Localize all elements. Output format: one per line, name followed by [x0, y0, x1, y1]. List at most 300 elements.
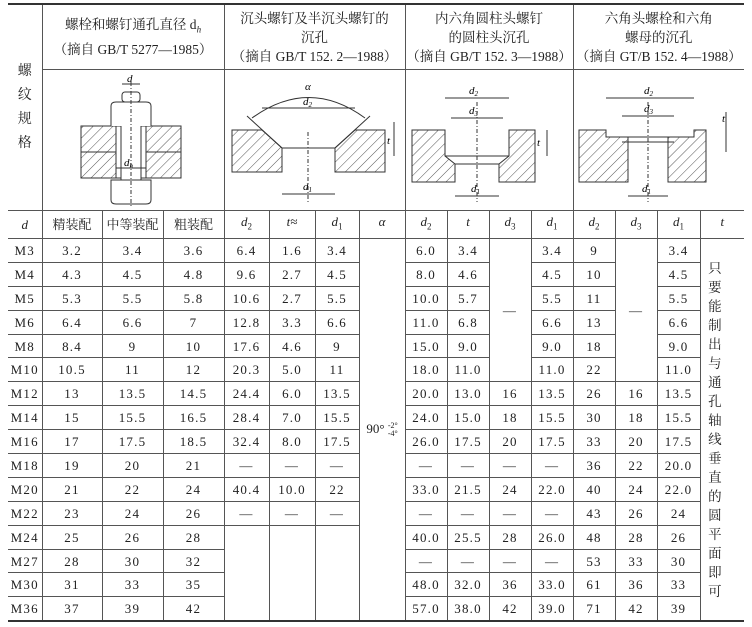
through-hole-cell: 33	[102, 573, 163, 597]
hex-spotface-cell: 33	[573, 430, 615, 454]
col-header-symbol	[405, 211, 447, 239]
empty-cell	[269, 525, 315, 621]
hex-spotface-cell: 26	[657, 525, 700, 549]
symbol-sub: 1	[679, 221, 685, 232]
symbol-base: d	[331, 214, 339, 230]
countersink-cell: 6.6	[315, 310, 359, 334]
dh-sub: h	[129, 162, 133, 170]
counterbore-cell: 3.4	[531, 239, 573, 263]
hex-spotface-cell: 20	[615, 430, 657, 454]
col-header-symbol	[269, 211, 315, 239]
counterbore-cell: 6.6	[531, 310, 573, 334]
hex-spotface-cell: 43	[573, 501, 615, 525]
thread-size-cell: M5	[8, 286, 42, 310]
hex-spotface-cell: 40	[573, 477, 615, 501]
hex-spotface-cell: 24	[657, 501, 700, 525]
hex-spotface-cell: 22	[573, 358, 615, 382]
counterbore-cell: 5.7	[447, 286, 489, 310]
through-hole-cell: 13	[42, 382, 102, 406]
through-hole-cell: 21	[163, 454, 224, 478]
thread-size-cell: M8	[8, 334, 42, 358]
hex-spotface-cell: 13.5	[657, 382, 700, 406]
svg-text:d1	[642, 183, 651, 196]
counterbore-cell: —	[531, 501, 573, 525]
counterbore-cell: 40.0	[405, 525, 447, 549]
counterbore-cell: 42	[489, 597, 531, 621]
countersink-cell: 10.6	[224, 286, 269, 310]
hex-spotface-cell: 3.4	[657, 239, 700, 263]
through-hole-cell: 10.5	[42, 358, 102, 382]
through-hole-cell: 21	[42, 477, 102, 501]
d1-sub: 1	[476, 188, 480, 196]
counterbore-cell: —	[489, 501, 531, 525]
through-hole-cell: 32	[163, 549, 224, 573]
countersink-cell: —	[269, 454, 315, 478]
through-hole-cell: 11	[102, 358, 163, 382]
socket-cap-figure	[405, 70, 573, 211]
symbol-base: t≈	[286, 214, 298, 230]
svg-text:d3	[644, 103, 654, 116]
countersink-cell: 6.4	[224, 239, 269, 263]
hex-spotface-cell: 11	[573, 286, 615, 310]
thread-size-cell: M20	[8, 477, 42, 501]
countersink-cell: 22	[315, 477, 359, 501]
symbol-sub: 2	[427, 221, 432, 232]
counterbore-cell: 57.0	[405, 597, 447, 621]
hex-spotface-cell: 36	[615, 573, 657, 597]
countersunk-figure	[224, 70, 405, 211]
hex-figure	[573, 70, 744, 211]
group-title: 螺栓和螺钉通孔直径 d	[64, 17, 197, 33]
counterbore-cell: —	[489, 549, 531, 573]
thread-size-cell: M36	[8, 597, 42, 621]
hex-spotface-cell: 53	[573, 549, 615, 573]
through-hole-cell: 23	[42, 501, 102, 525]
thread-size-cell: M18	[8, 454, 42, 478]
hex-spotface-cell: 36	[573, 454, 615, 478]
thread-size-cell: M3	[8, 239, 42, 263]
hex-spotface-cell: 22.0	[657, 477, 700, 501]
group-header-countersunk	[224, 4, 405, 70]
thread-size-cell: M27	[8, 549, 42, 573]
through-hole-cell: 10	[163, 334, 224, 358]
cylindrical-counterbore-diagram	[407, 72, 572, 208]
counterbore-cell: —	[405, 549, 447, 573]
hex-spotface-cell: 20.0	[657, 454, 700, 478]
symbol-base: t	[466, 214, 470, 230]
group-source: （摘自 GB/T 152. 3—1988）	[406, 48, 572, 64]
through-hole-cell: 8.4	[42, 334, 102, 358]
symbol-sub: 1	[338, 221, 343, 232]
countersink-cell: 3.4	[315, 239, 359, 263]
col-header-symbol	[657, 211, 700, 239]
counterbore-cell: —	[447, 454, 489, 478]
group-header-socket-cap	[405, 4, 573, 70]
counterbore-cell: 26.0	[405, 430, 447, 454]
thread-size-cell: M30	[8, 573, 42, 597]
group-header-hex	[573, 4, 744, 70]
counterbore-cell: 10.0	[405, 286, 447, 310]
through-hole-cell: 7	[163, 310, 224, 334]
hex-spotface-cell: 33	[657, 573, 700, 597]
hex-spotface-cell: 42	[615, 597, 657, 621]
counterbore-cell: —	[531, 454, 573, 478]
hex-spotface-cell: 17.5	[657, 430, 700, 454]
counterbore-cell: 13.0	[447, 382, 489, 406]
countersink-cell: 32.4	[224, 430, 269, 454]
alpha-tol-lower: -4°	[387, 429, 398, 439]
countersink-cell: —	[224, 454, 269, 478]
through-hole-cell: 12	[163, 358, 224, 382]
through-hole-cell: 26	[163, 501, 224, 525]
dh-label: d	[124, 157, 130, 169]
counterbore-cell: 17.5	[531, 430, 573, 454]
counterbore-cell: 24	[489, 477, 531, 501]
counterbore-cell: 25.5	[447, 525, 489, 549]
counterbore-cell: 16	[489, 382, 531, 406]
thread-size-cell: M22	[8, 501, 42, 525]
through-hole-cell: 28	[163, 525, 224, 549]
d-label: d	[127, 73, 133, 85]
col-header-symbol	[489, 211, 531, 239]
counterbore-cell: 11.0	[531, 358, 573, 382]
counterbore-cell: 26.0	[531, 525, 573, 549]
through-hole-cell: 14.5	[163, 382, 224, 406]
hex-spotface-cell: 61	[573, 573, 615, 597]
counterbore-cell: 18.0	[405, 358, 447, 382]
hex-spotface-cell: 30	[657, 549, 700, 573]
through-hole-cell: 25	[42, 525, 102, 549]
through-hole-cell: 15.5	[102, 406, 163, 430]
through-hole-cell: 9	[102, 334, 163, 358]
t-label: t	[536, 137, 540, 149]
countersink-cell: 20.3	[224, 358, 269, 382]
d2-label: d	[644, 85, 650, 97]
t-label: t	[722, 113, 726, 125]
hex-spotface-cell: 18	[615, 406, 657, 430]
counterbore-cell: 17.5	[447, 430, 489, 454]
countersink-cell: 3.3	[269, 310, 315, 334]
countersink-cell: —	[269, 501, 315, 525]
through-hole-cell: 28	[42, 549, 102, 573]
through-hole-cell: 39	[102, 597, 163, 621]
countersink-cell: 1.6	[269, 239, 315, 263]
through-hole-cell: 37	[42, 597, 102, 621]
through-hole-cell: 5.5	[102, 286, 163, 310]
d2-label: d	[303, 96, 309, 108]
countersink-cell: 5.0	[269, 358, 315, 382]
symbol-base: d	[420, 214, 428, 230]
counterbore-cell: 15.0	[405, 334, 447, 358]
col-header-symbol	[315, 211, 359, 239]
group-source: （摘自 GB/T 5277—1985）	[53, 41, 213, 57]
through-hole-cell: 6.6	[102, 310, 163, 334]
hex-spotface-cell: 6.6	[657, 310, 700, 334]
thread-size-cell: M12	[8, 382, 42, 406]
symbol-base: α	[378, 214, 386, 230]
empty-cell	[224, 525, 269, 621]
d1-sub: 1	[647, 188, 652, 196]
svg-text:d1	[471, 183, 480, 196]
countersink-cell: 2.7	[269, 262, 315, 286]
d1-sub: 1	[308, 186, 313, 194]
group-source: （摘自 GT/B 152. 4—1988）	[575, 48, 742, 64]
symbol-base: d	[504, 214, 512, 230]
alpha-tol-upper: -2°	[387, 421, 398, 431]
counterbore-cell: 4.5	[531, 262, 573, 286]
countersink-cell: 7.0	[269, 406, 315, 430]
counterbore-cell: —	[531, 549, 573, 573]
counterbore-cell: 22.0	[531, 477, 573, 501]
alpha-cell	[359, 239, 405, 622]
countersink-cell: 28.4	[224, 406, 269, 430]
symbol-base: d	[241, 214, 248, 230]
col-header-fit-medium: 中等装配	[102, 211, 163, 239]
group-title: 沉头螺钉及半沉头螺钉的沉孔	[240, 10, 389, 45]
countersink-cell: 15.5	[315, 406, 359, 430]
through-hole-cell: 22	[102, 477, 163, 501]
d2-sub: 2	[649, 90, 654, 98]
symbol-sub: 2	[247, 221, 253, 232]
counterbore-cell: 33.0	[405, 477, 447, 501]
countersink-cell: —	[224, 501, 269, 525]
d2-sub: 2	[308, 101, 313, 109]
hex-spotface-cell: 15.5	[657, 406, 700, 430]
svg-text:d2	[469, 85, 479, 98]
through-hole-cell: 4.3	[42, 262, 102, 286]
merged-dash-cell: —	[489, 239, 531, 382]
t-label: t	[387, 135, 391, 147]
bolt-through-hole-diagram	[58, 72, 208, 208]
hex-spotface-cell: 24	[615, 477, 657, 501]
merged-dash-cell: —	[615, 239, 657, 382]
symbol-base: t	[720, 214, 725, 230]
hex-spotface-cell: 13	[573, 310, 615, 334]
countersink-cell: 9.6	[224, 262, 269, 286]
through-hole-cell: 24	[102, 501, 163, 525]
through-hole-cell: 35	[163, 573, 224, 597]
counterbore-cell: 6.0	[405, 239, 447, 263]
hex-spotface-cell: 28	[615, 525, 657, 549]
countersink-cell: 4.5	[315, 262, 359, 286]
hex-spotface-cell: 5.5	[657, 286, 700, 310]
counterbore-cell: 9.0	[447, 334, 489, 358]
hex-spotface-cell: 10	[573, 262, 615, 286]
thread-spec-header	[8, 4, 42, 211]
hex-spotface-cell: 26	[573, 382, 615, 406]
d1-label: d	[642, 183, 648, 195]
hex-spotface-cell: 39	[657, 597, 700, 621]
counterbore-cell: 32.0	[447, 573, 489, 597]
d2-label: d	[468, 85, 475, 97]
thread-size-cell: M14	[8, 406, 42, 430]
counterbore-cell: 6.8	[447, 310, 489, 334]
d3-label: d	[468, 105, 475, 117]
through-hole-cell: 31	[42, 573, 102, 597]
symbol-base: d	[673, 214, 680, 230]
through-hole-cell: 4.5	[102, 262, 163, 286]
hex-t-note-cell	[700, 239, 744, 622]
counterbore-cell: 48.0	[405, 573, 447, 597]
countersink-cell: 5.5	[315, 286, 359, 310]
counterbore-cell: —	[405, 501, 447, 525]
counterbore-dimension-table	[8, 3, 744, 622]
through-hole-cell: 3.6	[163, 239, 224, 263]
countersink-cell: 17.5	[315, 430, 359, 454]
col-header-fit-coarse: 粗装配	[163, 211, 224, 239]
through-hole-cell: 30	[102, 549, 163, 573]
svg-text:d2	[644, 85, 654, 98]
empty-cell	[315, 525, 359, 621]
col-header-symbol	[359, 211, 405, 239]
hex-t-note: 只要能制出与通孔轴线垂直的圆平面即可	[708, 260, 723, 599]
countersink-cell: 40.4	[224, 477, 269, 501]
through-hole-cell: 24	[163, 477, 224, 501]
d1-label: d	[303, 181, 309, 193]
counterbore-cell: 21.5	[447, 477, 489, 501]
through-hole-cell: 6.4	[42, 310, 102, 334]
col-header-symbol	[531, 211, 573, 239]
countersink-cell: 13.5	[315, 382, 359, 406]
col-header-fit-fine: 精装配	[42, 211, 102, 239]
symbol-sub: 1	[553, 221, 558, 232]
counterbore-cell: 9.0	[531, 334, 573, 358]
alpha-value: 90°	[366, 421, 385, 437]
countersink-diagram	[227, 72, 402, 208]
countersink-cell: 2.7	[269, 286, 315, 310]
symbol-base: d	[588, 214, 596, 230]
counterbore-cell: 11.0	[405, 310, 447, 334]
thread-size-cell: M24	[8, 525, 42, 549]
group-title: 内六角圆柱头螺钉的圆柱头沉孔	[435, 10, 544, 45]
through-hole-cell: 3.2	[42, 239, 102, 263]
counterbore-cell: 33.0	[531, 573, 573, 597]
countersink-cell: 12.8	[224, 310, 269, 334]
col-header-symbol	[573, 211, 615, 239]
hex-spotface-cell: 18	[573, 334, 615, 358]
d1-label: d	[470, 183, 477, 195]
through-hole-cell: 3.4	[102, 239, 163, 263]
hex-spotface-cell: 22	[615, 454, 657, 478]
col-header-d: d	[8, 211, 42, 239]
thread-size-cell: M6	[8, 310, 42, 334]
d3-sub: 3	[649, 108, 654, 116]
counterbore-cell: 15.5	[531, 406, 573, 430]
through-hole-cell: 16.5	[163, 406, 224, 430]
group-title-sub: h	[196, 24, 202, 35]
through-hole-cell: 19	[42, 454, 102, 478]
counterbore-cell: —	[489, 454, 531, 478]
thread-spec-label: 螺纹规格	[17, 63, 32, 151]
through-hole-cell: 17.5	[102, 430, 163, 454]
counterbore-cell: —	[447, 501, 489, 525]
counterbore-cell: 8.0	[405, 262, 447, 286]
hex-spotface-cell: 11.0	[657, 358, 700, 382]
col-header-symbol	[615, 211, 657, 239]
table-row	[8, 239, 744, 263]
counterbore-cell: 3.4	[447, 239, 489, 263]
thread-size-cell: M4	[8, 262, 42, 286]
group-source: （摘自 GB/T 152. 2—1988）	[231, 48, 398, 64]
countersink-cell: 24.4	[224, 382, 269, 406]
counterbore-cell: 20.0	[405, 382, 447, 406]
hex-spotface-cell: 33	[615, 549, 657, 573]
symbol-base: d	[630, 214, 638, 230]
counterbore-cell: 11.0	[447, 358, 489, 382]
countersink-cell: 4.6	[269, 334, 315, 358]
hex-spotface-cell: 9.0	[657, 334, 700, 358]
d3-label: d	[644, 103, 650, 115]
hex-spotface-cell: 30	[573, 406, 615, 430]
through-hole-cell: 5.3	[42, 286, 102, 310]
hex-spotface-cell: 4.5	[657, 262, 700, 286]
countersink-cell: 10.0	[269, 477, 315, 501]
countersink-cell: 8.0	[269, 430, 315, 454]
through-hole-cell: 5.8	[163, 286, 224, 310]
through-hole-cell: 26	[102, 525, 163, 549]
counterbore-cell: 36	[489, 573, 531, 597]
symbol-sub: 3	[637, 221, 642, 232]
counterbore-cell: —	[447, 549, 489, 573]
symbol-sub: 2	[595, 221, 600, 232]
d3-sub: 3	[474, 110, 478, 118]
through-hole-cell: 4.8	[163, 262, 224, 286]
hex-spotface-cell: 71	[573, 597, 615, 621]
through-hole-cell: 13.5	[102, 382, 163, 406]
hex-spotface-cell: 16	[615, 382, 657, 406]
thread-size-cell: M16	[8, 430, 42, 454]
thread-size-cell: M10	[8, 358, 42, 382]
through-hole-cell: 20	[102, 454, 163, 478]
countersink-cell: 6.0	[269, 382, 315, 406]
through-hole-figure	[42, 70, 224, 211]
counterbore-cell: 13.5	[531, 382, 573, 406]
countersink-cell: —	[315, 501, 359, 525]
counterbore-cell: 18	[489, 406, 531, 430]
hex-spotface-cell: 9	[573, 239, 615, 263]
col-header-symbol	[447, 211, 489, 239]
col-header-symbol	[224, 211, 269, 239]
counterbore-cell: 15.0	[447, 406, 489, 430]
through-hole-cell: 15	[42, 406, 102, 430]
counterbore-cell: 24.0	[405, 406, 447, 430]
d2-sub: 2	[474, 90, 478, 98]
countersink-cell: —	[315, 454, 359, 478]
counterbore-cell: 5.5	[531, 286, 573, 310]
group-title: 六角头螺栓和六角螺母的沉孔	[604, 10, 713, 45]
countersink-cell: 11	[315, 358, 359, 382]
through-hole-cell: 18.5	[163, 430, 224, 454]
hex-spotface-cell: 48	[573, 525, 615, 549]
group-header-through-hole	[42, 4, 224, 70]
through-hole-cell: 17	[42, 430, 102, 454]
col-header-symbol	[700, 211, 744, 239]
counterbore-cell: 28	[489, 525, 531, 549]
counterbore-cell: 20	[489, 430, 531, 454]
symbol-sub: 3	[511, 221, 516, 232]
counterbore-cell: 39.0	[531, 597, 573, 621]
alpha-label: α	[305, 81, 311, 93]
countersink-cell: 17.6	[224, 334, 269, 358]
through-hole-cell: 42	[163, 597, 224, 621]
symbol-base: d	[546, 214, 554, 230]
counterbore-cell: 38.0	[447, 597, 489, 621]
counterbore-cell: 4.6	[447, 262, 489, 286]
hex-spotface-cell: 26	[615, 501, 657, 525]
countersink-cell: 9	[315, 334, 359, 358]
spotface-diagram	[576, 72, 741, 208]
counterbore-cell: —	[405, 454, 447, 478]
